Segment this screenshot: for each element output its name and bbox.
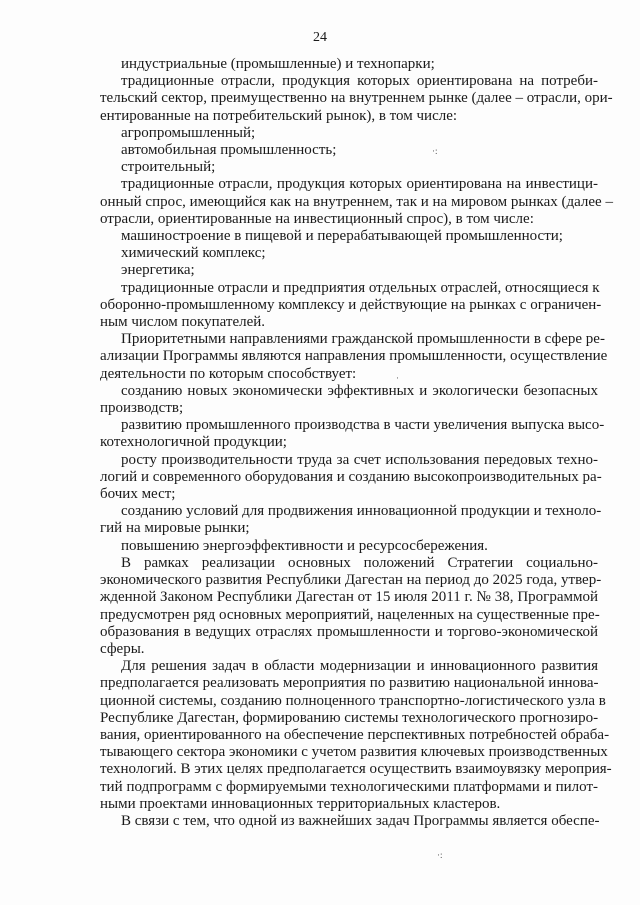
text-line: экономического развития Республики Дагестан на период до 2025 года, утвер- (100, 572, 602, 589)
text-line: жденной Законом Республики Дагестан от 15 июля 2011 г. № 38, Программой (100, 589, 598, 606)
text-line: созданию новых экономически эффективных и экологически безопасных (121, 382, 598, 399)
text-line: тий подпрограмм с формируемыми технологическими платформами и пилот- (100, 778, 598, 795)
text-line: В связи с тем, что одной из важнейших задач Программы является обеспе- (121, 812, 600, 829)
text-line: ными проектами инновационных территориальных кластеров. (100, 795, 501, 812)
text-line: автомобильная промышленность; (121, 142, 337, 159)
text-line: предусмотрен ряд основных мероприятий, нацеленных на существенные пре- (100, 606, 600, 623)
text-line: ным числом покупателей. (100, 314, 266, 331)
text-line: ционной системы, созданию полноценного транспортно-логистического узла в (100, 692, 606, 709)
text-line: созданию условий для продвижения инновационной продукции и техноло- (121, 503, 602, 520)
text-line: вания, ориентированного на обеспечение перспективных потребностей обраба- (100, 726, 610, 743)
text-line: Для решения задач в области модернизации и инновационного развития (121, 658, 598, 675)
text-line: гий на мировые рынки; (100, 520, 250, 537)
text-line: Республике Дагестан, формированию системы технологического прогнозиро- (100, 709, 599, 726)
text-line: агропромышленный; (121, 124, 256, 141)
text-line: ентированные на потребительский рынок), в том числе: (100, 107, 458, 124)
text-line: традиционные отрасли, продукция которых ориентирована на потреби- (121, 73, 598, 90)
text-line: тельский сектор, преимущественно на внутреннем рынке (далее – отрасли, ори- (100, 90, 613, 107)
text-line: тывающего сектора экономики с учетом развития ключевых производственных (100, 744, 608, 761)
text-line: деятельности по которым способствует: (100, 365, 357, 382)
text-line: традиционные отрасли и предприятия отдельных отраслей, относящиеся к (121, 279, 600, 296)
text-line: образования в ведущих отраслях промышленности и торгово-экономической (100, 623, 598, 640)
text-line: сферы. (100, 640, 145, 657)
text-line: онный спрос, имеющийся как на внутреннем, так и на мировом рынках (далее – (100, 193, 613, 210)
text-line: повышению энергоэффективности и ресурсосбережения. (121, 537, 488, 554)
text-line: оборонно-промышленному комплексу и действующие на рынках с ограничен- (100, 296, 602, 313)
text-line: котехнологичной продукции; (100, 434, 287, 451)
text-line: бочих мест; (100, 486, 176, 503)
text-line: индустриальные (промышленные) и технопарки; (121, 56, 435, 72)
text-line: производств; (100, 400, 184, 417)
text-line: отрасли, ориентированные на инвестиционный спрос), в том числе: (100, 210, 534, 227)
text-line: энергетика; (121, 262, 195, 279)
scan-speck: ·: (432, 146, 438, 156)
scan-speck: · (396, 373, 399, 383)
text-line: ализации Программы являются направления промышленности, осуществление (100, 348, 608, 365)
text-line: традиционные отрасли, продукция которых ориентирована на инвестици- (121, 176, 598, 193)
text-line: В рамках реализации основных положений Стратегии социально- (121, 554, 598, 571)
text-line: химический комплекс; (121, 245, 266, 262)
text-line: технологий. В этих целях предполагается осуществить взаимоувязку мероприя- (100, 761, 612, 778)
page-number: 24 (313, 30, 327, 45)
body-text (100, 56, 613, 830)
text-line: развитию промышленного производства в части увеличения выпуска высо- (121, 417, 605, 434)
text-line: росту производительности труда за счет использования передовых техно- (121, 451, 598, 468)
text-line: логий и современного оборудования и созданию высокопроизводительных ра- (100, 468, 602, 485)
text-line: Приоритетными направлениями гражданской промышленности в сфере ре- (121, 331, 605, 348)
scan-speck: ·: (437, 850, 443, 860)
text-line: машиностроение в пищевой и перерабатывающей промышленности; (121, 228, 563, 245)
text-line: предполагается реализовать мероприятия по развитию национальной иннова- (100, 675, 599, 692)
text-line: строительный; (121, 159, 216, 176)
